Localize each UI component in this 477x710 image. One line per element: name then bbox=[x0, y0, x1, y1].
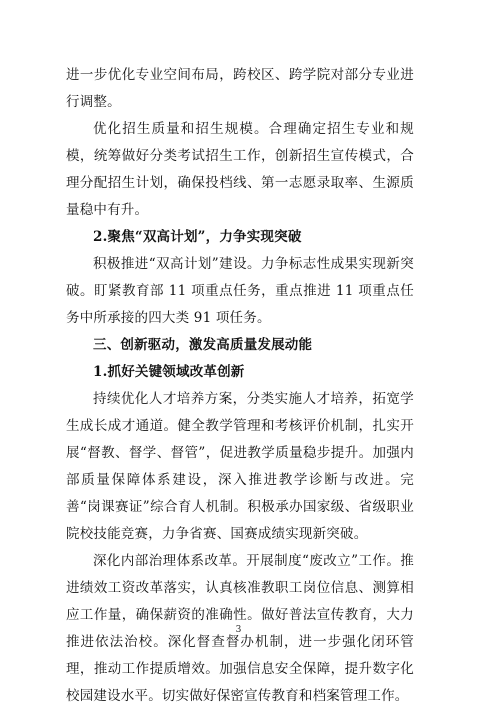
paragraph-enrollment: 优化招生质量和招生规模。合理确定招生专业和规模，统筹做好分类考试招生工作，创新招生宣传模式，合理分配招生计划，确保投档线、第一志愿录取率、生源质量稳中有升。 bbox=[66, 121, 414, 218]
document-body bbox=[66, 62, 414, 710]
paragraph-governance-reform: 深化内部治理体系改革。开展制度“废改立”工作。推进绩效工资改革落实，认真核准教职工岗位信息、测算相应工作量，确保薪资的准确性。做好普法宣传教育，大力推进依法治校。深化督查督办机制，进一步强化闭环管理，推动工作提质增效。加强信息安全保障，提升数字化校园建设水平。切实做好保密宣传教育和档案管理工作。 bbox=[66, 553, 414, 704]
heading-section-three: 三、创新驱动，激发高质量发展动能 bbox=[93, 337, 313, 353]
heading-double-high-plan: 2.聚焦“双高计划”，力争实现突破 bbox=[93, 229, 302, 245]
heading-key-reform: 1.抓好关键领域改革创新 bbox=[93, 364, 245, 380]
page-number: 3 bbox=[235, 625, 242, 635]
paragraph-continuation: 进一步优化专业空间布局，跨校区、跨学院对部分专业进行调整。 bbox=[66, 67, 414, 110]
paragraph-double-high-plan: 积极推进“双高计划”建设。力争标志性成果实现新突破。盯紧教育部 11 项重点任务，重点推进 11 项重点任务中所承接的四大类 91 项任务。 bbox=[66, 256, 414, 326]
paragraph-talent-cultivation: 持续优化人才培养方案，分类实施人才培养，拓宽学生成长成才通道。健全教学管理和考核评价机制，扎实开展“督教、督学、督管”，促进教学质量稳步提升。加强内部质量保障体系建设，深入推进教学诊断与改进。完善“岗课赛证”综合育人机制。积极承办国家级、省级职业院校技能竞赛，力争省赛、国赛成绩实现新突破。 bbox=[66, 391, 414, 542]
